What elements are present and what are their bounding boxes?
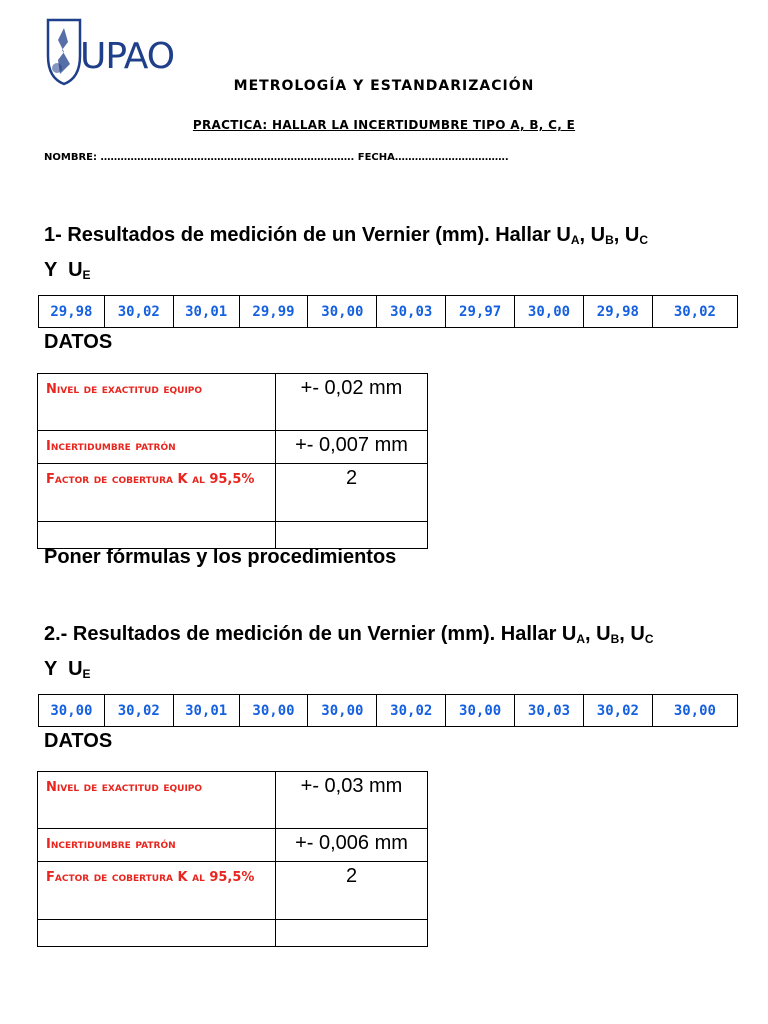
practice-subtitle: PRACTICA: HALLAR LA INCERTIDUMBRE TIPO A, B, C, E bbox=[192, 118, 576, 132]
measurement-cell: 29,98 bbox=[583, 296, 652, 328]
measurement-cell: 30,02 bbox=[104, 695, 173, 727]
empty-value bbox=[276, 522, 428, 549]
measurement-cell: 30,00 bbox=[652, 695, 737, 727]
coverage-factor-label: Factor de cobertura K al 95,5% bbox=[38, 464, 276, 522]
measurement-cell: 30,00 bbox=[239, 695, 308, 727]
table-row bbox=[38, 829, 428, 862]
table-row bbox=[38, 431, 428, 464]
measurements-table-1 bbox=[38, 295, 738, 328]
data-table-1 bbox=[37, 373, 428, 549]
measurement-cell: 30,02 bbox=[377, 695, 446, 727]
procedure-note: Poner fórmulas y los procedimientos bbox=[44, 546, 397, 568]
measurement-cell: 30,01 bbox=[173, 296, 239, 328]
coverage-factor-value: 2 bbox=[276, 464, 428, 522]
table-row bbox=[38, 772, 428, 829]
empty-label bbox=[38, 920, 276, 947]
question-2-text: 2.- Resultados de medición de un Vernier (mm). Hallar bbox=[44, 623, 562, 645]
measurement-cell: 29,99 bbox=[239, 296, 308, 328]
measurement-cell: 30,00 bbox=[308, 695, 377, 727]
measurement-cell: 30,00 bbox=[446, 695, 515, 727]
measurement-cell: 29,97 bbox=[446, 296, 515, 328]
data-table-2 bbox=[37, 771, 428, 947]
measurement-cell: 30,02 bbox=[583, 695, 652, 727]
standard-uncertainty-value: +- 0,006 mm bbox=[276, 829, 428, 862]
question-1-heading: 1- Resultados de medición de un Vernier (mm). Hallar $U_A$, $U_B$, $U_C$ Y $U_E$ bbox=[44, 224, 648, 282]
coverage-factor-label: Factor de cobertura K al 95,5% bbox=[38, 862, 276, 920]
measurement-cell: 30,02 bbox=[104, 296, 173, 328]
table-row bbox=[38, 374, 428, 431]
measurements-table-2 bbox=[38, 694, 738, 727]
coverage-factor-value: 2 bbox=[276, 862, 428, 920]
accuracy-value: +- 0,02 mm bbox=[276, 374, 428, 431]
page-title: METROLOGÍA Y ESTANDARIZACIÓN bbox=[233, 78, 535, 94]
name-date-line: NOMBRE: …………………………………………………………………. FECHA……………………………. bbox=[44, 152, 509, 163]
question-1-text: 1- Resultados de medición de un Vernier (mm). Hallar bbox=[44, 224, 557, 246]
table-row bbox=[38, 522, 428, 549]
crest-icon bbox=[44, 16, 84, 86]
measurement-cell: 30,00 bbox=[39, 695, 105, 727]
measurement-cell: 30,00 bbox=[308, 296, 377, 328]
measurement-cell: 29,98 bbox=[39, 296, 105, 328]
measurement-cell: 30,00 bbox=[515, 296, 584, 328]
measurement-cell: 30,03 bbox=[377, 296, 446, 328]
measurement-cell: 30,03 bbox=[515, 695, 584, 727]
table-row bbox=[38, 464, 428, 522]
table-row bbox=[38, 920, 428, 947]
measurement-cell: 30,01 bbox=[173, 695, 239, 727]
standard-uncertainty-label: Incertidumbre patrón bbox=[38, 829, 276, 862]
datos-label-2: DATOS bbox=[44, 730, 113, 752]
measurement-cell: 30,02 bbox=[652, 296, 737, 328]
empty-label bbox=[38, 522, 276, 549]
question-2-heading: 2.- Resultados de medición de un Vernier (mm). Hallar $U_A$, $U_B$, $U_C$ Y $U_E$ bbox=[44, 623, 654, 681]
standard-uncertainty-label: Incertidumbre patrón bbox=[38, 431, 276, 464]
accuracy-value: +- 0,03 mm bbox=[276, 772, 428, 829]
table-row bbox=[38, 862, 428, 920]
empty-value bbox=[276, 920, 428, 947]
datos-label-1: DATOS bbox=[44, 331, 113, 353]
accuracy-label: Nivel de exactitud equipo bbox=[38, 374, 276, 431]
logo-text: UPAO bbox=[80, 36, 175, 77]
standard-uncertainty-value: +- 0,007 mm bbox=[276, 431, 428, 464]
accuracy-label: Nivel de exactitud equipo bbox=[38, 772, 276, 829]
